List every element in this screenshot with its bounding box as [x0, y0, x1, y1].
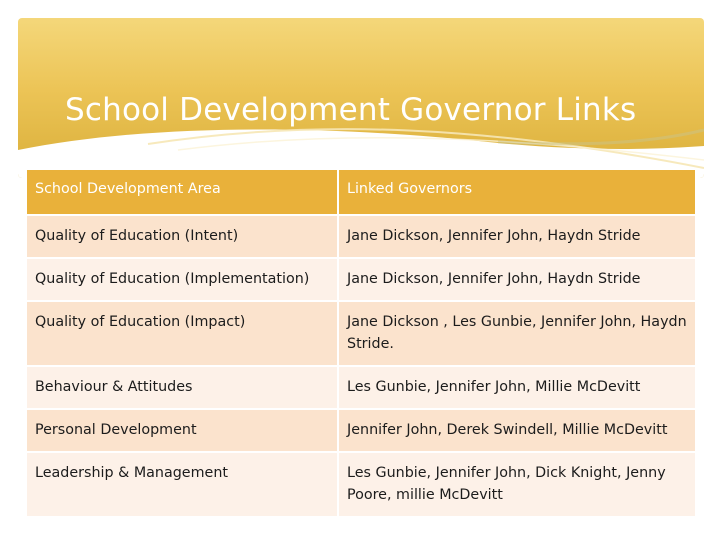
- table-header-row: [26, 169, 696, 215]
- header-linked-governors: Linked Governors: [338, 169, 696, 215]
- linked-governors-cell: Jane Dickson, Jennifer John, Haydn Stride: [338, 258, 696, 301]
- linked-governors-cell: Jennifer John, Derek Swindell, Millie McDevitt: [338, 409, 696, 452]
- linked-governors-cell: Les Gunbie, Jennifer John, Dick Knight, Jenny Poore, millie McDevitt: [338, 452, 696, 517]
- table-row: [26, 366, 696, 409]
- table-row: [26, 258, 696, 301]
- development-area-cell: Leadership & Management: [26, 452, 338, 517]
- table-row: [26, 409, 696, 452]
- development-area-cell: Quality of Education (Impact): [26, 301, 338, 366]
- development-area-cell: Quality of Education (Implementation): [26, 258, 338, 301]
- slide-title: School Development Governor Links: [65, 92, 637, 128]
- linked-governors-cell: Jane Dickson , Les Gunbie, Jennifer John, Haydn Stride.: [338, 301, 696, 366]
- governor-links-table: [25, 168, 697, 518]
- development-area-cell: Behaviour & Attitudes: [26, 366, 338, 409]
- table-row: [26, 215, 696, 258]
- development-area-cell: Personal Development: [26, 409, 338, 452]
- header-development-area: School Development Area: [26, 169, 338, 215]
- table-row: [26, 452, 696, 517]
- table-row: [26, 301, 696, 366]
- linked-governors-cell: Les Gunbie, Jennifer John, Millie McDevitt: [338, 366, 696, 409]
- linked-governors-cell: Jane Dickson, Jennifer John, Haydn Stride: [338, 215, 696, 258]
- development-area-cell: Quality of Education (Intent): [26, 215, 338, 258]
- title-banner: [18, 18, 704, 178]
